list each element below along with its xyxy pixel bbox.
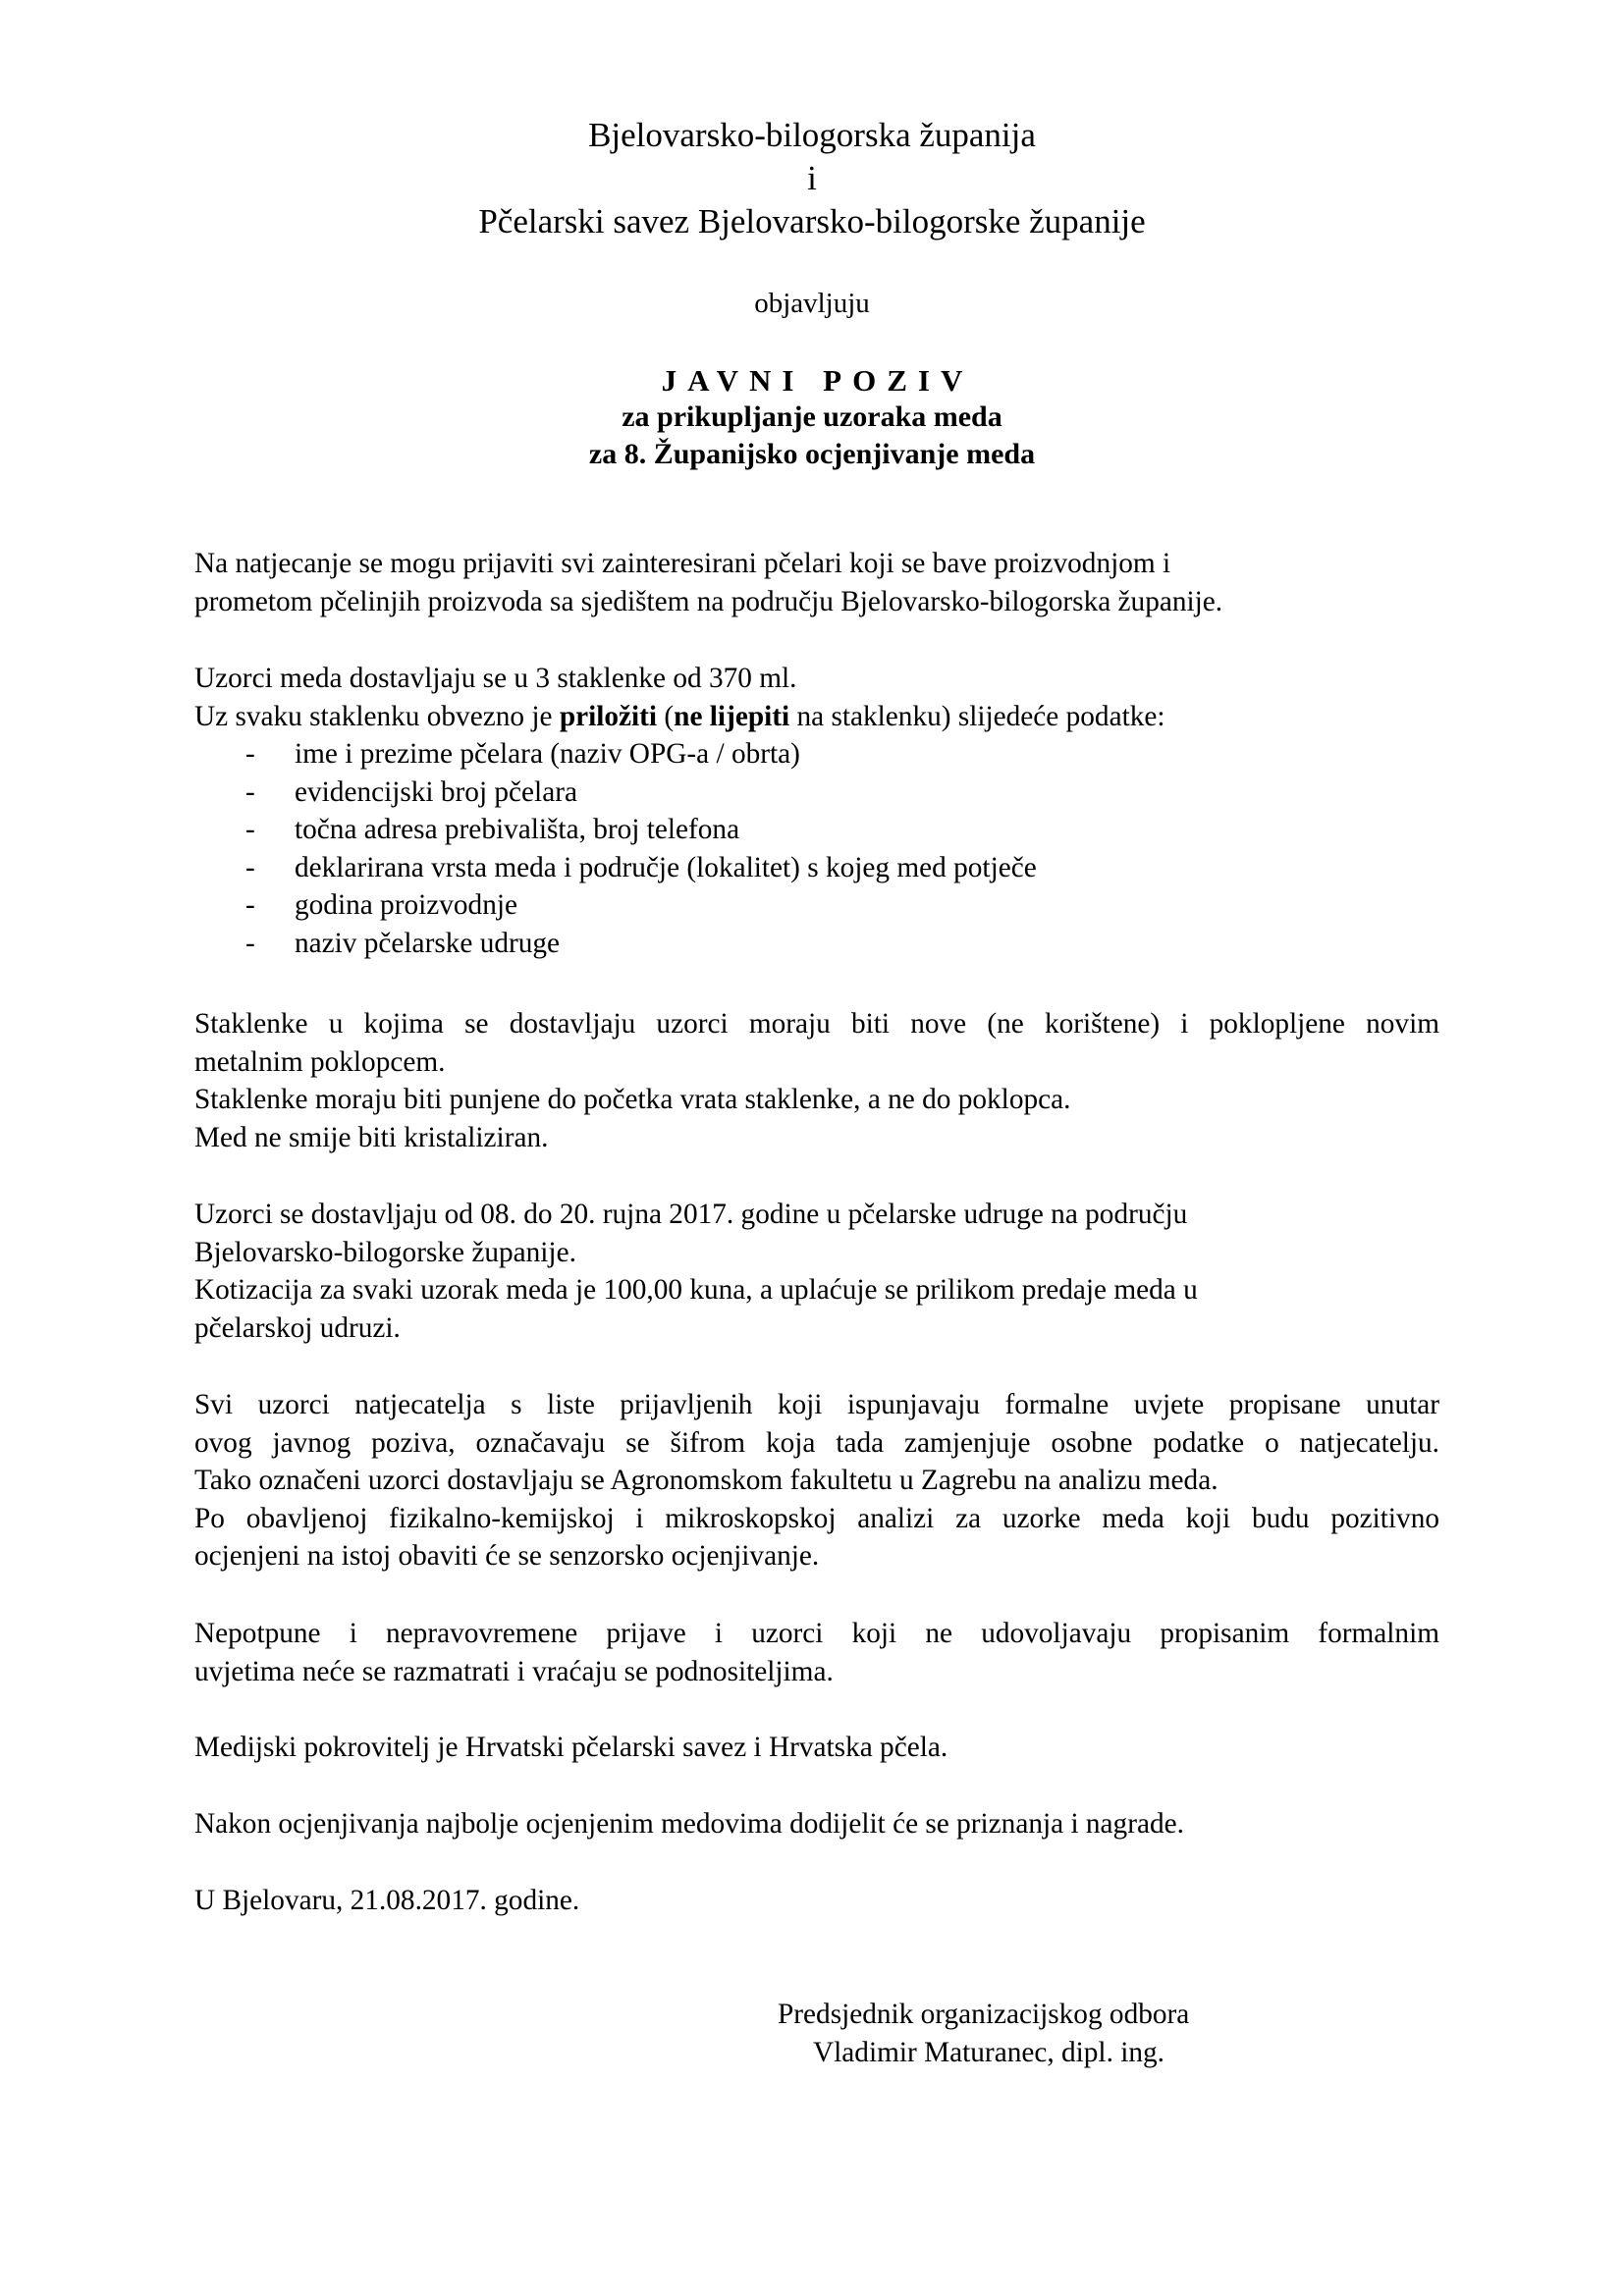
header-organization-1: Bjelovarsko-bilogorska županija (588, 116, 1036, 154)
header-conjunction: i (807, 159, 817, 197)
awards-text (194, 1805, 1439, 1843)
samples-text: na staklenku) slijedeće podatke: (789, 700, 1165, 732)
procedure-line: Po obavljenoj fizikalno-kemijskoj i mikroskopskoj analizi za uzorke meda koji budu pozitivno (194, 1502, 1439, 1534)
delivery-line: Bjelovarsko-bilogorske županije. (194, 1236, 576, 1268)
document-subtitle-2: za 8. Županijsko ocjenjivanje meda (588, 438, 1036, 470)
media-sponsor-text (194, 1729, 1439, 1767)
list-item (245, 886, 1037, 925)
samples-line (194, 698, 1439, 736)
list-item-text: točna adresa prebivališta, broj telefona (295, 814, 740, 845)
required-data-list (245, 735, 1037, 962)
jars-line: metalnim poklopcem. (194, 1045, 446, 1078)
samples-emphasis: priložiti (559, 700, 658, 732)
jars-paragraph (194, 1005, 1439, 1156)
intro-line: Na natjecanje se mogu prijaviti svi zainteresirani pčelari koji se bave proizvodnjom i (194, 548, 1171, 579)
incomplete-line: uvjetima neće se razmatrati i vraćaju se podnositeljima. (194, 1655, 834, 1687)
list-dash: - (245, 814, 255, 845)
list-dash: - (245, 927, 255, 959)
list-dash: - (245, 889, 255, 921)
intro-paragraph (194, 545, 1439, 620)
signature-role: Predsjednik organizacijskog odbora (778, 1999, 1190, 2030)
list-dash: - (245, 775, 255, 808)
document-subtitle-1: za prikupljanje uzoraka meda (622, 400, 1002, 433)
procedure-line: ovog javnog poziva, označavaju se šifrom koja tada zamjenjuje osobne podatke o natjecatelju. (194, 1426, 1439, 1459)
samples-paragraph (194, 660, 1439, 735)
list-dash: - (245, 738, 255, 770)
announce-text: objavljuju (754, 288, 870, 319)
list-item (245, 774, 1037, 812)
list-item-text: ime i prezime pčelara (naziv OPG-a / obrta) (295, 738, 800, 770)
jars-line: Staklenke moraju biti punjene do početka vrata staklenke, a ne do poklopca. (194, 1084, 1071, 1115)
procedure-line: ocjenjeni na istoj obaviti će se senzorsko ocjenjivanje. (194, 1540, 820, 1572)
samples-text: Uz svaku staklenku obvezno je (194, 700, 560, 732)
list-item (245, 849, 1037, 887)
samples-line: Uzorci meda dostavljaju se u 3 staklenke od 370 ml. (194, 663, 797, 694)
samples-text: ( (657, 700, 675, 732)
header-organization-2: Pčelarski savez Bjelovarsko-bilogorske županije (478, 202, 1146, 240)
jars-line: Med ne smije biti kristaliziran. (194, 1121, 549, 1153)
incomplete-line: Nepotpune i nepravovremene prijave i uzorci koji ne udovoljavaju propisanim formalnim (194, 1618, 1439, 1649)
list-item (245, 811, 1037, 849)
jars-line: Staklenke u kojima se dostavljaju uzorci moraju biti nove (ne korištene) i poklopljene novim (194, 1008, 1439, 1040)
list-item-text: godina proizvodnje (295, 889, 517, 921)
samples-emphasis: ne lijepiti (674, 700, 790, 732)
place-date-line: U Bjelovaru, 21.08.2017. godine. (194, 1885, 580, 1916)
procedure-line: Tako označeni uzorci dostavljaju se Agronomskom fakultetu u Zagrebu na analizu meda. (194, 1465, 1218, 1496)
delivery-line: Uzorci se dostavljaju od 08. do 20. rujna 2017. godine u pčelarske udruge na području (194, 1199, 1188, 1230)
delivery-line: Kotizacija za svaki uzorak meda je 100,00 kuna, a uplaćuje se prilikom predaje meda u (194, 1274, 1198, 1306)
incomplete-paragraph (194, 1615, 1439, 1690)
list-item-text: naziv pčelarske udruge (295, 927, 561, 959)
list-item-text: evidencijski broj pčelara (295, 775, 577, 808)
list-dash: - (245, 851, 255, 883)
media-sponsor-line: Medijski pokrovitelj je Hrvatski pčelarski savez i Hrvatska pčela. (194, 1732, 948, 1763)
list-item (245, 735, 1037, 774)
place-date (194, 1882, 1439, 1920)
awards-line: Nakon ocjenjivanja najbolje ocjenjenim medovima dodijelit će se priznanja i nagrade. (194, 1808, 1184, 1840)
procedure-paragraph (194, 1386, 1439, 1575)
delivery-paragraph (194, 1196, 1439, 1347)
intro-line: prometom pčelinjih proizvoda sa sjedištem na području Bjelovarsko-bilogorska županije. (194, 585, 1223, 617)
list-item-text: deklarirana vrsta meda i područje (lokalitet) s kojeg med potječe (295, 851, 1037, 883)
delivery-line: pčelarskoj udruzi. (194, 1311, 401, 1344)
procedure-line: Svi uzorci natjecatelja s liste prijavljenih koji ispunjavaju formalne uvjete propisane unutar (194, 1389, 1439, 1420)
list-item (245, 925, 1037, 963)
signature-name: Vladimir Maturanec, dipl. ing. (813, 2037, 1164, 2068)
document-title: JAVNI POZIV (661, 363, 974, 398)
